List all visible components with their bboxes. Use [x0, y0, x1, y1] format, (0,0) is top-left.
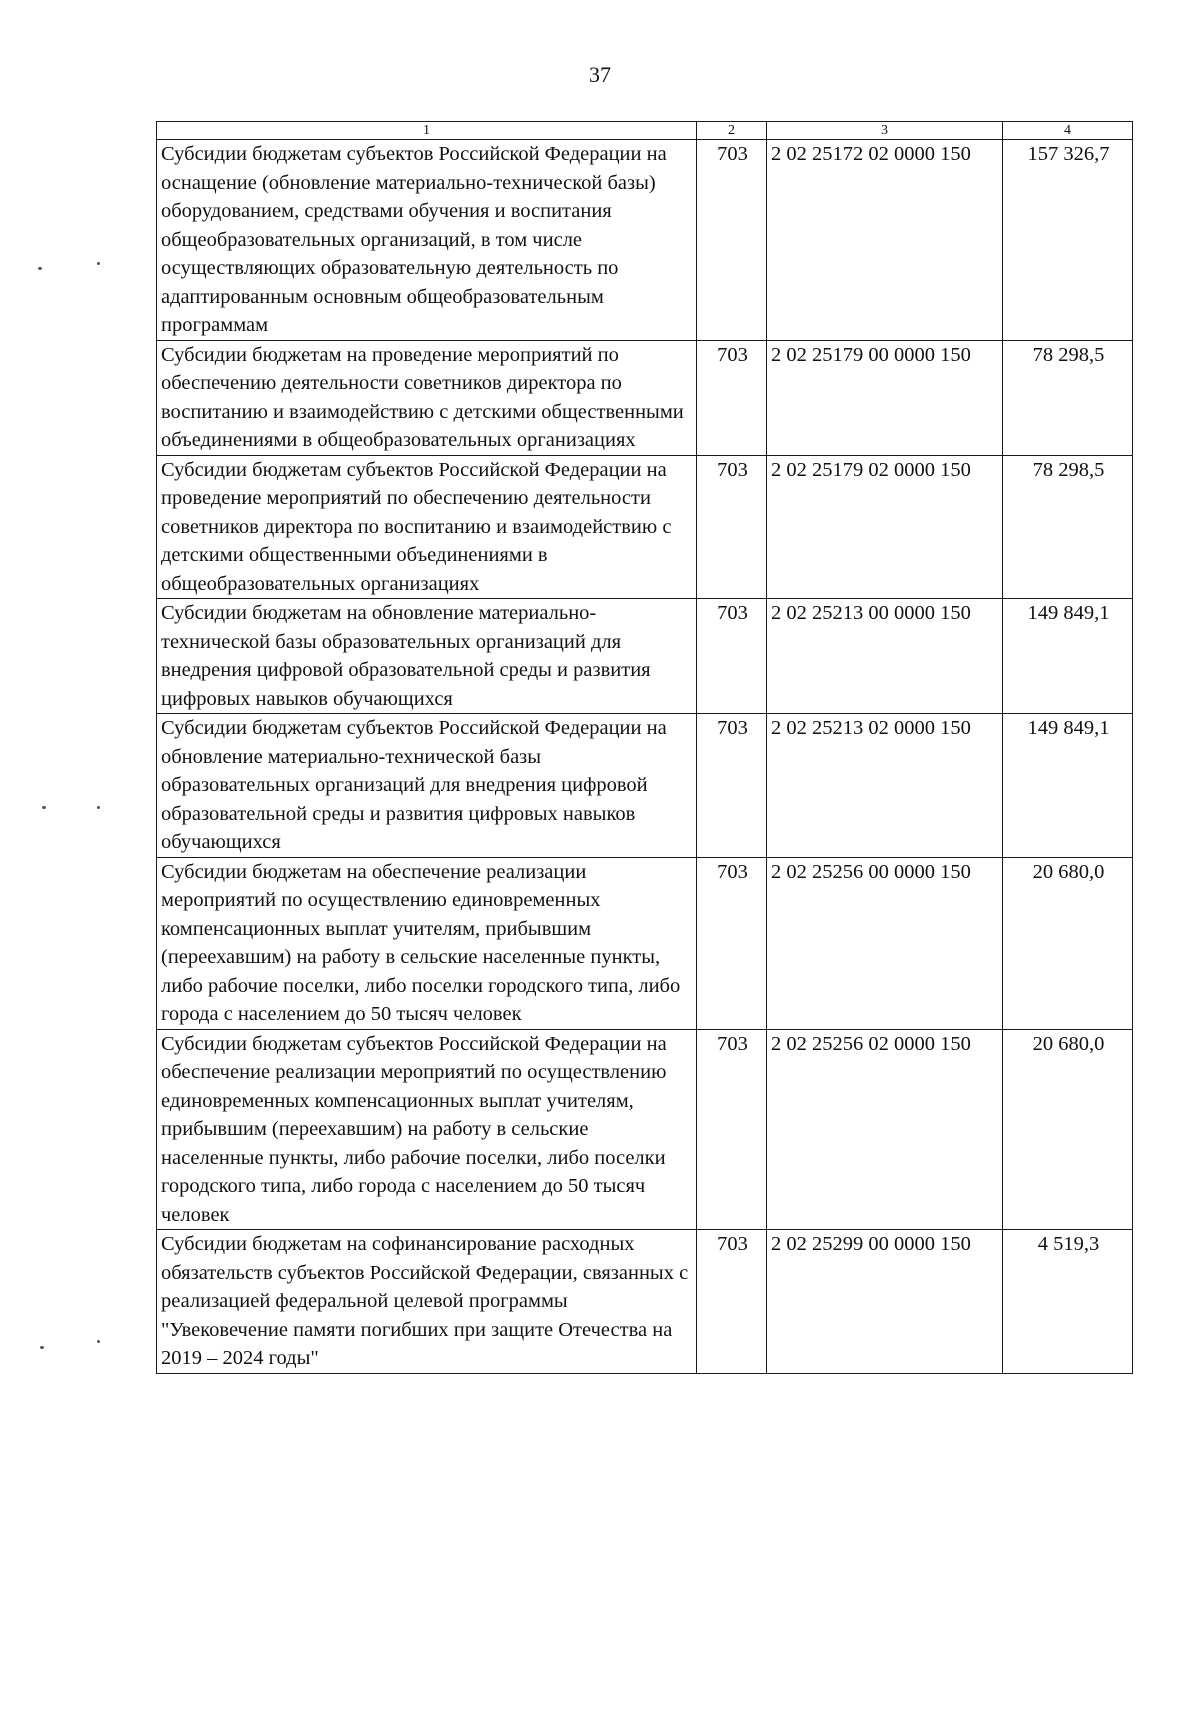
row-name-cell: Субсидии бюджетам на проведение мероприятий по обеспечению деятельности советников директора по воспитанию и взаимодействию с детскими общественными объединениями в общеобразовательных организациях [157, 340, 697, 455]
table-row [157, 599, 1133, 714]
row-name-cell: Субсидии бюджетам субъектов Российской Федерации на обновление материально-технической базы образовательных организаций для внедрения цифровой образовательной среды и развития цифровых навыков обучающихся [157, 714, 697, 858]
table-row [157, 340, 1133, 455]
row-amount-cell: 4 519,3 [1003, 1230, 1133, 1374]
table-row [157, 714, 1133, 858]
row-code-cell: 2 02 25213 00 0000 150 [767, 599, 1003, 714]
table-row [157, 140, 1133, 341]
table-row [157, 1230, 1133, 1374]
scan-speck [97, 1340, 100, 1343]
row-name-cell: Субсидии бюджетам субъектов Российской Федерации на обеспечение реализации мероприятий по осуществлению единовременных компенсационных выплат учителям, прибывшим (переехавшим) на работу в сельские населенные пункты, либо рабочие поселки, либо поселки городского типа, либо города с населением до 50 тысяч человек [157, 1029, 697, 1230]
column-header-2: 2 [697, 122, 767, 140]
page-number: 37 [589, 62, 611, 87]
row-amount-cell: 20 680,0 [1003, 857, 1133, 1029]
scan-speck [97, 806, 100, 809]
row-admin-cell: 703 [697, 1230, 767, 1374]
row-amount-cell: 78 298,5 [1003, 455, 1133, 599]
budget-table [156, 121, 1133, 1374]
row-admin-cell: 703 [697, 714, 767, 858]
row-admin-cell: 703 [697, 599, 767, 714]
table-row [157, 1029, 1133, 1230]
row-name-cell: Субсидии бюджетам на софинансирование расходных обязательств субъектов Российской Федерации, связанных с реализацией федеральной целевой программы "Увековечение памяти погибших при защите Отечества на 2019 – 2024 годы" [157, 1230, 697, 1374]
row-amount-cell: 149 849,1 [1003, 714, 1133, 858]
row-amount-cell: 78 298,5 [1003, 340, 1133, 455]
row-admin-cell: 703 [697, 140, 767, 341]
row-amount-cell: 20 680,0 [1003, 1029, 1133, 1230]
row-admin-cell: 703 [697, 455, 767, 599]
row-name-cell: Субсидии бюджетам субъектов Российской Федерации на оснащение (обновление материально-технической базы) оборудованием, средствами обучения и воспитания общеобразовательных организаций, в том числе осуществляющих образовательную деятельность по адаптированным основным общеобразовательным программам [157, 140, 697, 341]
row-code-cell: 2 02 25172 02 0000 150 [767, 140, 1003, 341]
scan-speck [42, 806, 46, 809]
row-code-cell: 2 02 25179 00 0000 150 [767, 340, 1003, 455]
row-amount-cell: 157 326,7 [1003, 140, 1133, 341]
row-admin-cell: 703 [697, 340, 767, 455]
scan-speck [97, 262, 100, 265]
scan-speck [40, 1346, 44, 1349]
row-amount-cell: 149 849,1 [1003, 599, 1133, 714]
column-header-3: 3 [767, 122, 1003, 140]
row-admin-cell: 703 [697, 1029, 767, 1230]
row-code-cell: 2 02 25213 02 0000 150 [767, 714, 1003, 858]
table-header-row [157, 122, 1133, 140]
table-row [157, 857, 1133, 1029]
column-header-1: 1 [157, 122, 697, 140]
row-code-cell: 2 02 25256 00 0000 150 [767, 857, 1003, 1029]
row-code-cell: 2 02 25299 00 0000 150 [767, 1230, 1003, 1374]
row-code-cell: 2 02 25179 02 0000 150 [767, 455, 1003, 599]
row-code-cell: 2 02 25256 02 0000 150 [767, 1029, 1003, 1230]
row-name-cell: Субсидии бюджетам субъектов Российской Федерации на проведение мероприятий по обеспечению деятельности советников директора по воспитанию и взаимодействию с детскими общественными объединениями в общеобразовательных организациях [157, 455, 697, 599]
column-header-4: 4 [1003, 122, 1133, 140]
scan-speck [38, 267, 42, 270]
table-row [157, 455, 1133, 599]
row-admin-cell: 703 [697, 857, 767, 1029]
row-name-cell: Субсидии бюджетам на обеспечение реализации мероприятий по осуществлению единовременных компенсационных выплат учителям, прибывшим (переехавшим) на работу в сельские населенные пункты, либо рабочие поселки, либо поселки городского типа, либо города с населением до 50 тысяч человек [157, 857, 697, 1029]
row-name-cell: Субсидии бюджетам на обновление материально-технической базы образовательных организаций для внедрения цифровой образовательной среды и развития цифровых навыков обучающихся [157, 599, 697, 714]
